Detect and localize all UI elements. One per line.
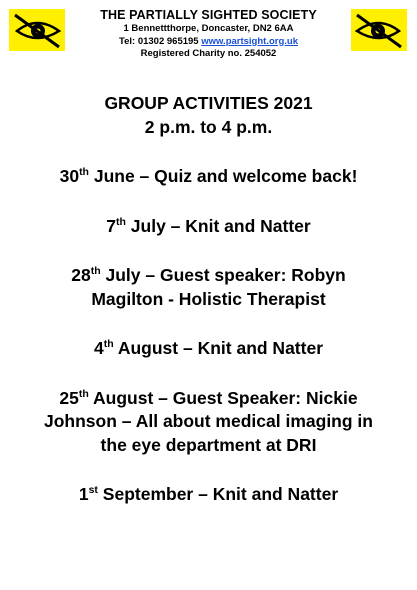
event-item [0,264,417,311]
activities-list [0,92,417,507]
time-range: 2 p.m. to 4 p.m. [144,116,273,137]
event-day: 7 [106,215,117,236]
event-day: 1 [78,484,89,504]
event-item [0,337,417,361]
event-day-suffix: th [79,166,89,179]
letterhead [70,8,347,61]
event-text-continued: Magilton - Holistic Therapist [91,288,326,309]
event-text-continued: the eye department at DRI [100,434,317,455]
event-text: July – Knit and Natter [125,215,311,236]
event-text: July – Guest speaker: Robyn [100,265,346,285]
event-day-suffix: th [90,265,101,278]
event-day: 30 [59,166,80,186]
event-day: 28 [71,265,91,285]
eye-logo-icon [351,9,407,51]
event-day: 4 [93,338,104,358]
event-item [0,387,417,458]
event-text: August – Guest Speaker: Nickie [88,387,358,408]
page-title: GROUP ACTIVITIES 2021 [104,93,313,113]
address: 1 Bennettthorpe, Doncaster, DN2 6AA [123,23,294,34]
event-item [0,483,417,507]
event-text-continued: Johnson – All about medical imaging in [44,411,373,431]
org-name: THE PARTIALLY SIGHTED SOCIETY [100,8,317,22]
contact-line [70,36,347,49]
event-text: June – Quiz and welcome back! [88,166,358,186]
event-day-suffix: st [88,484,98,497]
charity-number: Registered Charity no. 254052 [140,48,277,59]
event-item [0,215,417,239]
eye-logo-icon [9,9,65,51]
event-text: August – Knit and Natter [113,338,323,358]
event-text: September – Knit and Natter [97,484,339,504]
event-day-suffix: th [116,215,126,228]
telephone: Tel: 01302 965195 [119,35,202,47]
website-link[interactable]: www.partsight.org.uk [201,35,298,47]
event-item [0,165,417,189]
event-day-suffix: th [103,338,114,351]
event-day: 25 [59,387,79,408]
event-day-suffix: th [78,387,89,400]
